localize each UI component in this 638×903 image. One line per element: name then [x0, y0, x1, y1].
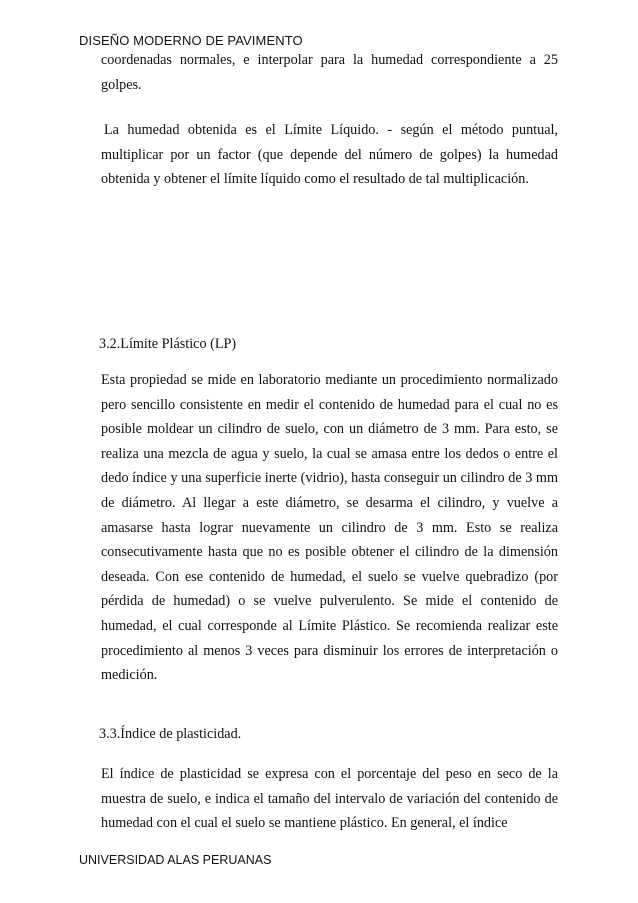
page-header: DISEÑO MODERNO DE PAVIMENTO: [79, 33, 303, 48]
paragraph-liquid-limit: La humedad obtenida es el Límite Líquido. - según el método puntual, multiplicar por un factor (que depende del número de golpes) la humedad obtenida y obtener el límite líquido como el resultado de tal multiplicación.: [101, 122, 558, 188]
section-heading-plastic-limit: 3.2.Límite Plástico (LP): [99, 336, 237, 352]
paragraph-interpolation: coordenadas normales, e interpolar para la humedad correspondiente a 25 golpes.: [101, 52, 558, 93]
page-footer: UNIVERSIDAD ALAS PERUANAS: [79, 853, 272, 867]
section-heading-plasticity-index: 3.3.Índice de plasticidad.: [99, 726, 242, 742]
paragraph-plastic-limit: Esta propiedad se mide en laboratorio mediante un procedimiento normalizado pero sencillo consistente en medir el contenido de humedad para el cual no es posible moldear un cilindro de suelo, con un diámetro de 3 mm. Para esto, se realiza una mezcla de agua y suelo, la cual se amasa entre los dedos o entre el dedo índice y una superficie inerte (vidrio), hasta conseguir un cilindro de 3 mm de diámetro. Al llegar a este diámetro, se desarma el cilindro, y vuelve a amasarse hasta lograr nuevamente un cilindro de 3 mm. Esto se realiza consecutivamente hasta que no es posible obtener el cilindro de la dimensión deseada. Con ese contenido de humedad, el suelo se vuelve quebradizo (por pérdida de humedad) o se vuelve pulverulento. Se mide el contenido de humedad, el cual corresponde al Límite Plástico. Se recomienda realizar este procedimiento al menos 3 veces para disminuir los errores de interpretación o medición.: [101, 372, 558, 684]
paragraph-plasticity-index: El índice de plasticidad se expresa con el porcentaje del peso en seco de la muestra de suelo, e indica el tamaño del intervalo de variación del contenido de humedad con el cual el suelo se mantiene plástico. En general, el índice: [101, 766, 558, 832]
